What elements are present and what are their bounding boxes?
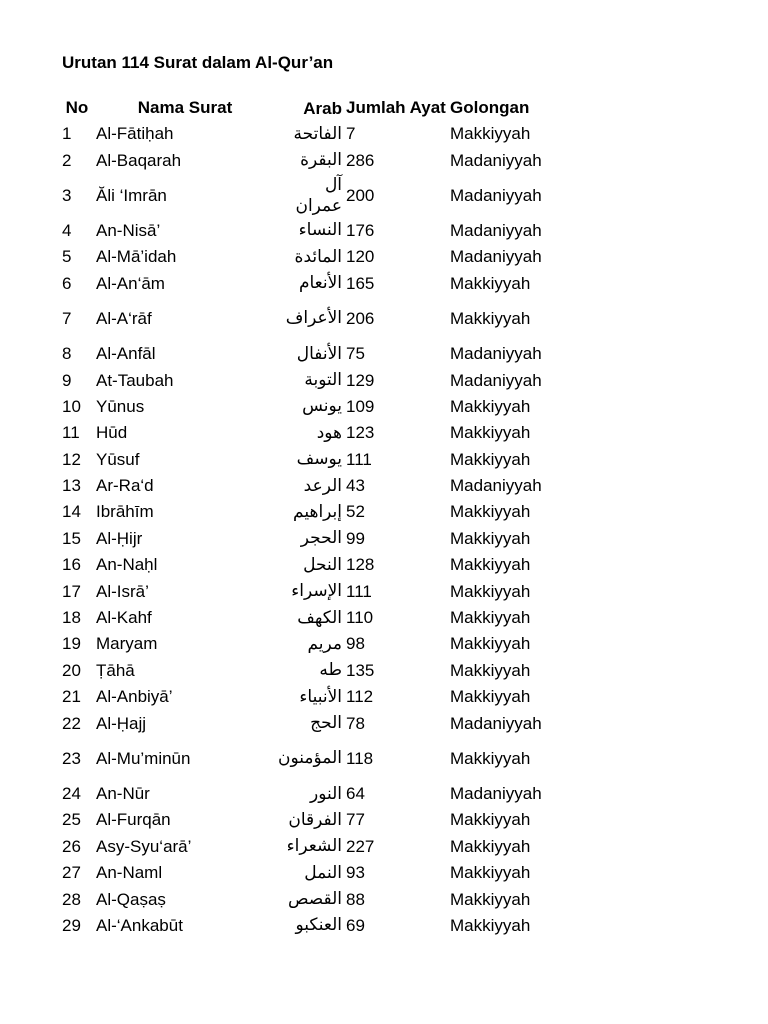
row-arabic-name: الإسراء xyxy=(291,581,343,602)
table-row xyxy=(58,420,570,446)
table-row xyxy=(58,341,570,367)
row-golongan: Makkiyyah xyxy=(450,915,531,935)
row-ayat-count: 123 xyxy=(346,423,375,443)
table-row xyxy=(58,578,570,604)
header-ayat: Jumlah Ayat xyxy=(346,98,446,117)
row-surah-name: Al-Mu’minūn xyxy=(96,748,191,768)
row-ayat-count: 69 xyxy=(346,915,365,935)
row-surah-name: Ibrāhīm xyxy=(96,502,154,522)
row-no: 6 xyxy=(62,273,72,293)
table-row xyxy=(58,552,570,578)
row-ayat-count: 98 xyxy=(346,634,365,654)
row-ayat-count: 176 xyxy=(346,220,375,240)
row-no: 28 xyxy=(62,889,81,909)
row-ayat-count: 7 xyxy=(346,124,356,144)
row-arabic-name: الكهف xyxy=(297,607,343,628)
row-ayat-count: 206 xyxy=(346,308,375,328)
table-row xyxy=(58,605,570,631)
table-row xyxy=(58,886,570,912)
row-surah-name: An-Naml xyxy=(96,863,163,883)
row-golongan: Makkiyyah xyxy=(450,449,531,469)
row-no: 14 xyxy=(62,502,81,522)
row-arabic-name: الرعد xyxy=(303,475,343,496)
row-golongan: Makkiyyah xyxy=(450,889,531,909)
row-no: 1 xyxy=(62,124,72,144)
row-arabic-name: طه xyxy=(319,660,343,681)
row-arabic-name: الفرقان xyxy=(288,809,343,830)
row-no: 10 xyxy=(62,396,81,416)
row-no: 26 xyxy=(62,836,81,856)
table-row xyxy=(58,244,570,270)
surah-table xyxy=(58,95,570,939)
row-golongan: Makkiyyah xyxy=(450,581,531,601)
table-row xyxy=(58,631,570,657)
row-no: 16 xyxy=(62,555,81,575)
row-arabic-name: الفاتحة xyxy=(293,123,343,144)
table-row xyxy=(58,121,570,147)
row-no: 24 xyxy=(62,784,81,803)
table-row xyxy=(58,473,570,499)
row-ayat-count: 93 xyxy=(346,863,365,883)
table-row xyxy=(58,394,570,420)
row-golongan: Madaniyyah xyxy=(450,185,542,205)
row-no: 23 xyxy=(62,748,81,768)
row-golongan: Makkiyyah xyxy=(450,748,531,768)
table-row xyxy=(58,737,570,781)
row-ayat-count: 128 xyxy=(346,555,375,575)
row-surah-name: Al-A‘rāf xyxy=(96,308,152,328)
row-no: 21 xyxy=(62,687,81,707)
row-golongan: Makkiyyah xyxy=(450,502,531,522)
row-arabic-name: المائدة xyxy=(294,246,343,267)
row-arabic-name: العنكبو xyxy=(295,915,343,936)
row-ayat-count: 111 xyxy=(346,449,372,469)
table-row xyxy=(58,297,570,341)
row-ayat-count: 129 xyxy=(346,370,375,390)
row-no: 13 xyxy=(62,476,81,496)
row-ayat-count: 165 xyxy=(346,273,375,293)
row-golongan: Makkiyyah xyxy=(450,273,531,293)
row-golongan: Madaniyyah xyxy=(450,713,542,733)
row-arabic-name: آل عمران xyxy=(295,174,343,216)
row-no: 11 xyxy=(62,423,80,443)
row-arabic-name: الحج xyxy=(310,713,343,734)
row-no: 18 xyxy=(62,608,81,628)
table-row xyxy=(58,271,570,297)
header-golongan: Golongan xyxy=(450,98,530,117)
row-no: 25 xyxy=(62,810,81,830)
row-no: 27 xyxy=(62,863,81,883)
row-arabic-name: مريم xyxy=(307,633,343,654)
row-no: 17 xyxy=(62,581,81,601)
row-golongan: Madaniyyah xyxy=(450,370,542,390)
table-row xyxy=(58,684,570,710)
row-no: 4 xyxy=(62,220,72,240)
row-arabic-name: يونس xyxy=(302,396,343,417)
row-surah-name: Al-Qaṣaṣ xyxy=(96,889,166,909)
row-surah-name: Maryam xyxy=(96,634,158,654)
row-arabic-name: النور xyxy=(309,783,343,804)
row-surah-name: Al-Ḥijr xyxy=(96,528,143,548)
row-surah-name: Al-Baqarah xyxy=(96,150,182,170)
row-surah-name: Asy-Syu‘arā’ xyxy=(96,836,192,856)
row-no: 8 xyxy=(62,344,72,364)
row-arabic-name: الأنبياء xyxy=(299,686,343,707)
row-golongan: Makkiyyah xyxy=(450,810,531,830)
row-golongan: Makkiyyah xyxy=(450,308,531,328)
table-row xyxy=(58,807,570,833)
row-no: 12 xyxy=(62,449,81,469)
document-title: Urutan 114 Surat dalam Al-Qur’an xyxy=(62,53,334,72)
row-ayat-count: 120 xyxy=(346,247,375,267)
row-no: 3 xyxy=(62,185,72,205)
row-surah-name: Ăli ‘Imrān xyxy=(96,185,167,205)
row-ayat-count: 75 xyxy=(346,344,365,364)
table-row xyxy=(58,710,570,736)
row-golongan: Madaniyyah xyxy=(450,150,542,170)
row-surah-name: An-Nisā’ xyxy=(96,220,161,240)
table-row xyxy=(58,834,570,860)
table-row xyxy=(58,499,570,525)
row-arabic-name: المؤمنون xyxy=(278,748,343,769)
row-surah-name: An-Naḥl xyxy=(96,555,158,575)
row-no: 9 xyxy=(62,370,72,390)
row-golongan: Makkiyyah xyxy=(450,687,531,707)
row-arabic-name: إبراهيم xyxy=(293,501,343,522)
header-arab: Arab xyxy=(303,98,343,118)
row-ayat-count: 64 xyxy=(346,784,365,803)
row-surah-name: An-Nūr xyxy=(96,784,150,803)
row-surah-name: Al-Isrā’ xyxy=(96,581,149,601)
row-no: 15 xyxy=(62,528,81,548)
table-row xyxy=(58,147,570,173)
row-arabic-name: الأعراف xyxy=(285,308,343,329)
row-ayat-count: 99 xyxy=(346,528,365,548)
row-arabic-name: النساء xyxy=(298,220,343,241)
header-name: Nama Surat xyxy=(137,98,233,117)
row-arabic-name: الأنعام xyxy=(298,273,343,294)
row-ayat-count: 109 xyxy=(346,396,375,416)
row-golongan: Madaniyyah xyxy=(450,344,542,364)
row-golongan: Makkiyyah xyxy=(450,555,531,575)
row-surah-name: At-Taubah xyxy=(96,370,174,390)
row-no: 2 xyxy=(62,150,72,170)
table-row xyxy=(58,218,570,244)
row-surah-name: Hūd xyxy=(96,423,128,443)
row-golongan: Makkiyyah xyxy=(450,608,531,628)
row-arabic-name: النمل xyxy=(304,862,343,883)
row-surah-name: Al-‘Ankabūt xyxy=(96,915,183,935)
row-ayat-count: 118 xyxy=(346,748,374,768)
row-ayat-count: 110 xyxy=(346,608,374,628)
row-arabic-name: البقرة xyxy=(300,150,343,171)
row-surah-name: Al-Anfāl xyxy=(96,344,156,364)
row-arabic-name: الشعراء xyxy=(286,836,343,857)
row-golongan: Makkiyyah xyxy=(450,634,531,654)
row-arabic-name: التوبة xyxy=(304,370,343,391)
row-ayat-count: 111 xyxy=(346,581,372,601)
row-surah-name: Ṭāhā xyxy=(96,660,135,680)
row-arabic-name: هود xyxy=(316,422,343,443)
row-ayat-count: 135 xyxy=(346,660,375,680)
row-surah-name: Al-Furqān xyxy=(96,810,171,830)
row-surah-name: Yūsuf xyxy=(96,449,140,469)
row-ayat-count: 112 xyxy=(346,687,374,707)
table-row xyxy=(58,860,570,886)
row-arabic-name: الأنفال xyxy=(296,343,343,364)
row-golongan: Makkiyyah xyxy=(450,660,531,680)
row-surah-name: Al-Mā’idah xyxy=(96,247,177,267)
row-golongan: Makkiyyah xyxy=(450,528,531,548)
table-row xyxy=(58,913,570,939)
row-arabic-name: الحجر xyxy=(300,528,343,549)
table-row xyxy=(58,658,570,684)
row-golongan: Makkiyyah xyxy=(450,863,531,883)
row-no: 29 xyxy=(62,915,81,935)
row-surah-name: Yūnus xyxy=(96,396,145,416)
row-golongan: Madaniyyah xyxy=(450,476,542,496)
row-golongan: Madaniyyah xyxy=(450,220,542,240)
row-golongan: Madaniyyah xyxy=(450,247,542,267)
row-ayat-count: 286 xyxy=(346,150,375,170)
row-surah-name: Al-Fātiḥah xyxy=(96,124,174,144)
row-surah-name: Ar-Ra‘d xyxy=(96,476,154,496)
row-ayat-count: 227 xyxy=(346,836,375,856)
row-surah-name: Al-Ḥajj xyxy=(96,713,147,733)
row-arabic-name: النحل xyxy=(303,554,343,575)
row-golongan: Makkiyyah xyxy=(450,836,531,856)
table-row xyxy=(58,174,570,218)
table-row xyxy=(58,526,570,552)
row-no: 19 xyxy=(62,634,81,654)
row-no: 22 xyxy=(62,713,81,733)
row-ayat-count: 88 xyxy=(346,889,365,909)
header-no: No xyxy=(65,98,89,117)
row-golongan: Makkiyyah xyxy=(450,124,531,144)
row-surah-name: Al-An‘ām xyxy=(96,273,165,293)
row-ayat-count: 43 xyxy=(346,476,365,496)
table-header-row xyxy=(58,95,570,121)
row-arabic-name: القصص xyxy=(287,889,343,910)
table-row xyxy=(58,367,570,393)
row-ayat-count: 78 xyxy=(346,713,365,733)
row-ayat-count: 200 xyxy=(346,185,375,205)
row-golongan: Madaniyyah xyxy=(450,784,542,803)
table-row xyxy=(58,447,570,473)
row-surah-name: Al-Anbiyā’ xyxy=(96,687,173,707)
row-no: 20 xyxy=(62,660,81,680)
table-body xyxy=(58,121,570,939)
row-no: 5 xyxy=(62,247,72,267)
row-no: 7 xyxy=(62,308,72,328)
row-golongan: Makkiyyah xyxy=(450,396,531,416)
table-row xyxy=(58,781,570,807)
row-golongan: Makkiyyah xyxy=(450,423,531,443)
row-ayat-count: 77 xyxy=(346,810,365,830)
row-surah-name: Al-Kahf xyxy=(96,608,152,628)
row-arabic-name: يوسف xyxy=(296,449,343,470)
row-ayat-count: 52 xyxy=(346,502,365,522)
